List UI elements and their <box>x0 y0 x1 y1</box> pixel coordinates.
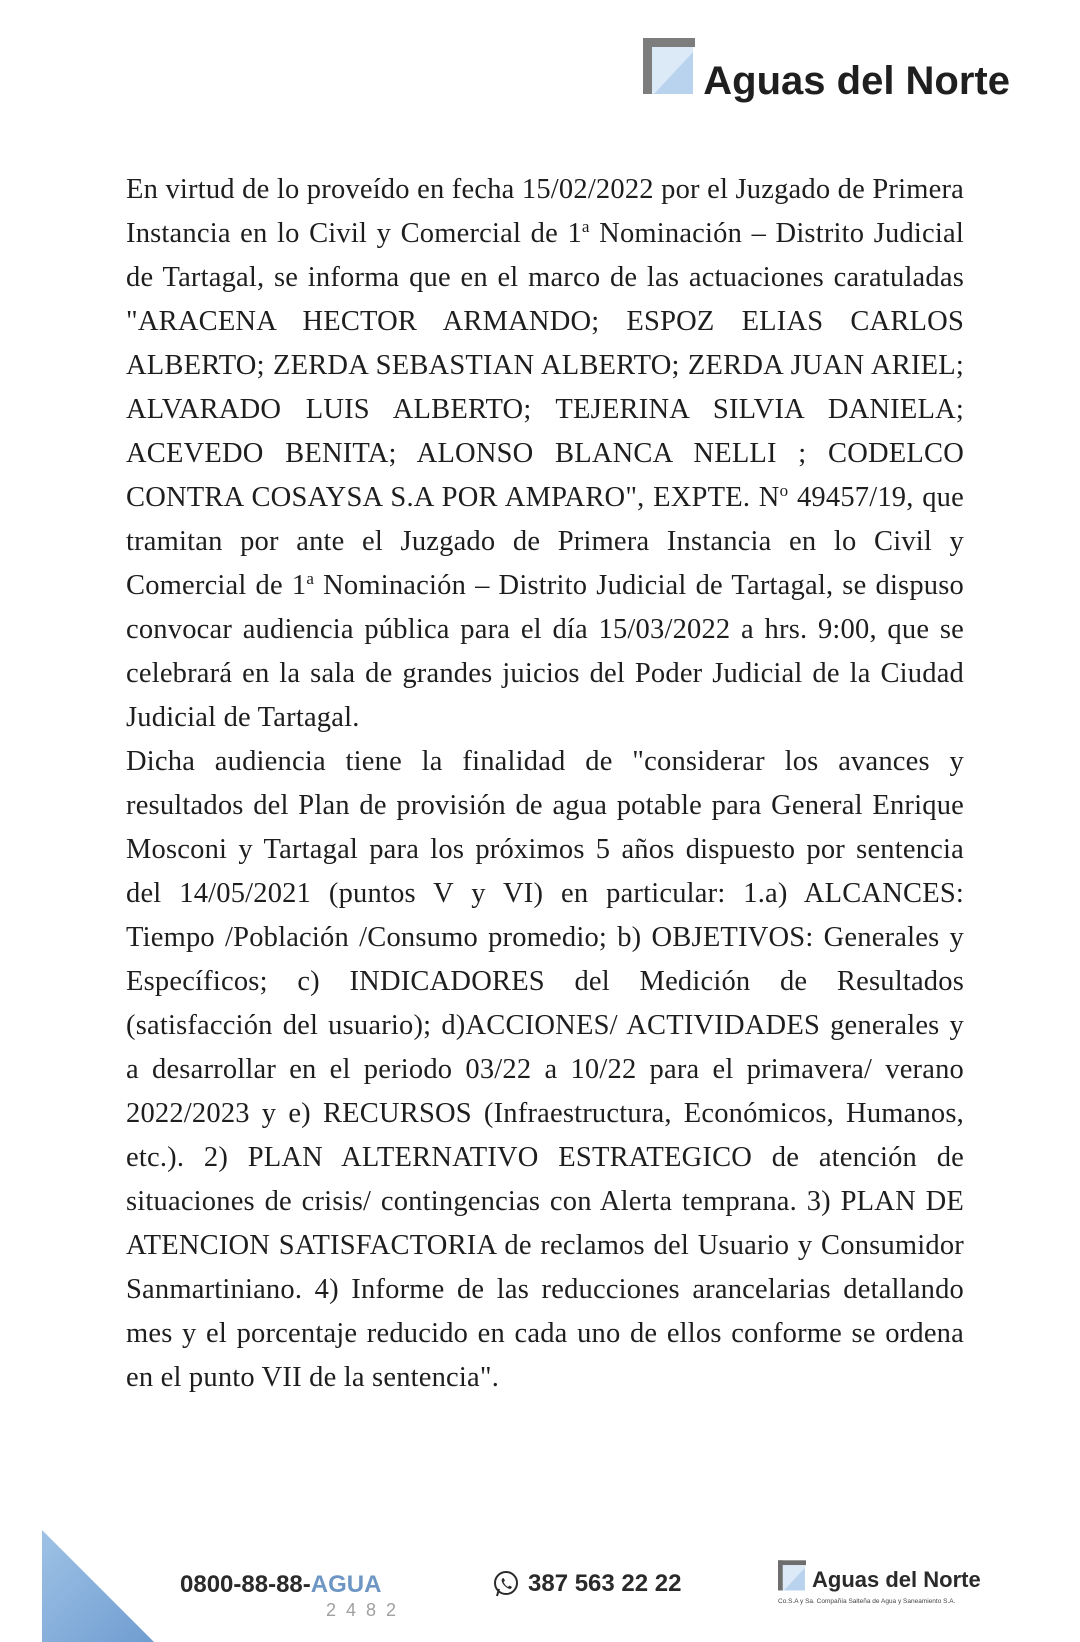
document-body <box>126 168 964 1400</box>
footer-brand-name: Aguas del Norte <box>812 1567 981 1592</box>
whatsapp-number: 387 563 22 22 <box>528 1570 682 1597</box>
footer-tagline: Co.S.A y Sa. Compañía Salteña de Agua y Saneamiento S.A. <box>778 1598 956 1605</box>
whatsapp-icon <box>492 1570 520 1598</box>
footer-logo <box>778 1560 1018 1605</box>
aguas-del-norte-logo-icon <box>778 1560 806 1594</box>
footer-phone-digits: 2482 <box>326 1600 407 1620</box>
footer-phone-number: 0800-88-88-AGUA <box>180 1571 382 1598</box>
paragraph-finalidad: Dicha audiencia tiene la finalidad de "considerar los avances y resultados del Plan de provisión de agua potable para General Enrique Mosconi y Tartagal para los próximos 5 años dispuesto por sentencia del 14/05/2021 (puntos V y VI) en particular: 1.a) ALCANCES: Tiempo /Población /Consumo promedio; b) OBJETIVOS: Generales y Específicos; c) INDICADORES del Medición de Resultados (satisfacción del usuario); d)ACCIONES/ ACTIVIDADES generales y a desarrollar en el periodo 03/22 a 10/22 para el primavera/ verano 2022/2023 y e) RECURSOS (Infraestructura, Económicos, Humanos, etc.). 2) PLAN ALTERNATIVO ESTRATEGICO de atención de situaciones de crisis/ contingencias con Alerta temprana. 3) PLAN DE ATENCION SATISFACTORIA de reclamos del Usuario y Consumidor Sanmartiniano. 4) Informe de las reducciones arancelarias detallando mes y el porcentaje reducido en cada uno de ellos conforme se ordena en el punto VII de la sentencia". <box>126 746 964 1393</box>
paragraph-convocatoria: En virtud de lo proveído en fecha 15/02/2022 por el Juzgado de Primera Instancia en lo Civil y Comercial de 1$^a$ Nominación – Distrito Judicial de Tartagal, se informa que en el marco de las actuaciones caratuladas "ARACENA HECTOR ARMANDO; ESPOZ ELIAS CARLOS ALBERTO; ZERDA SEBASTIAN ALBERTO; ZERDA JUAN ARIEL; ALVARADO LUIS ALBERTO; TEJERINA SILVIA DANIELA; ACEVEDO BENITA; ALONSO BLANCA NELLI ; CODELCO CONTRA COSAYSA S.A POR AMPARO", EXPTE. $N^o$ 49457/19, que tramitan por ante el Juzgado de Primera Instancia en lo Civil y Comercial de 1$^a$ Nominación – Distrito Judicial de Tartagal, se dispuso convocar audiencia pública para el día 15/03/2022 a hrs. 9:00, que se celebrará en la sala de grandes juicios del Poder Judicial de la Ciudad Judicial de Tartagal. <box>126 174 964 733</box>
header-brand-name: Aguas del Norte <box>703 58 1010 103</box>
aguas-del-norte-logo-icon <box>643 38 695 100</box>
footer-decorative-triangle <box>42 1530 154 1642</box>
header-logo <box>643 36 1010 106</box>
footer-whatsapp <box>492 1570 681 1598</box>
